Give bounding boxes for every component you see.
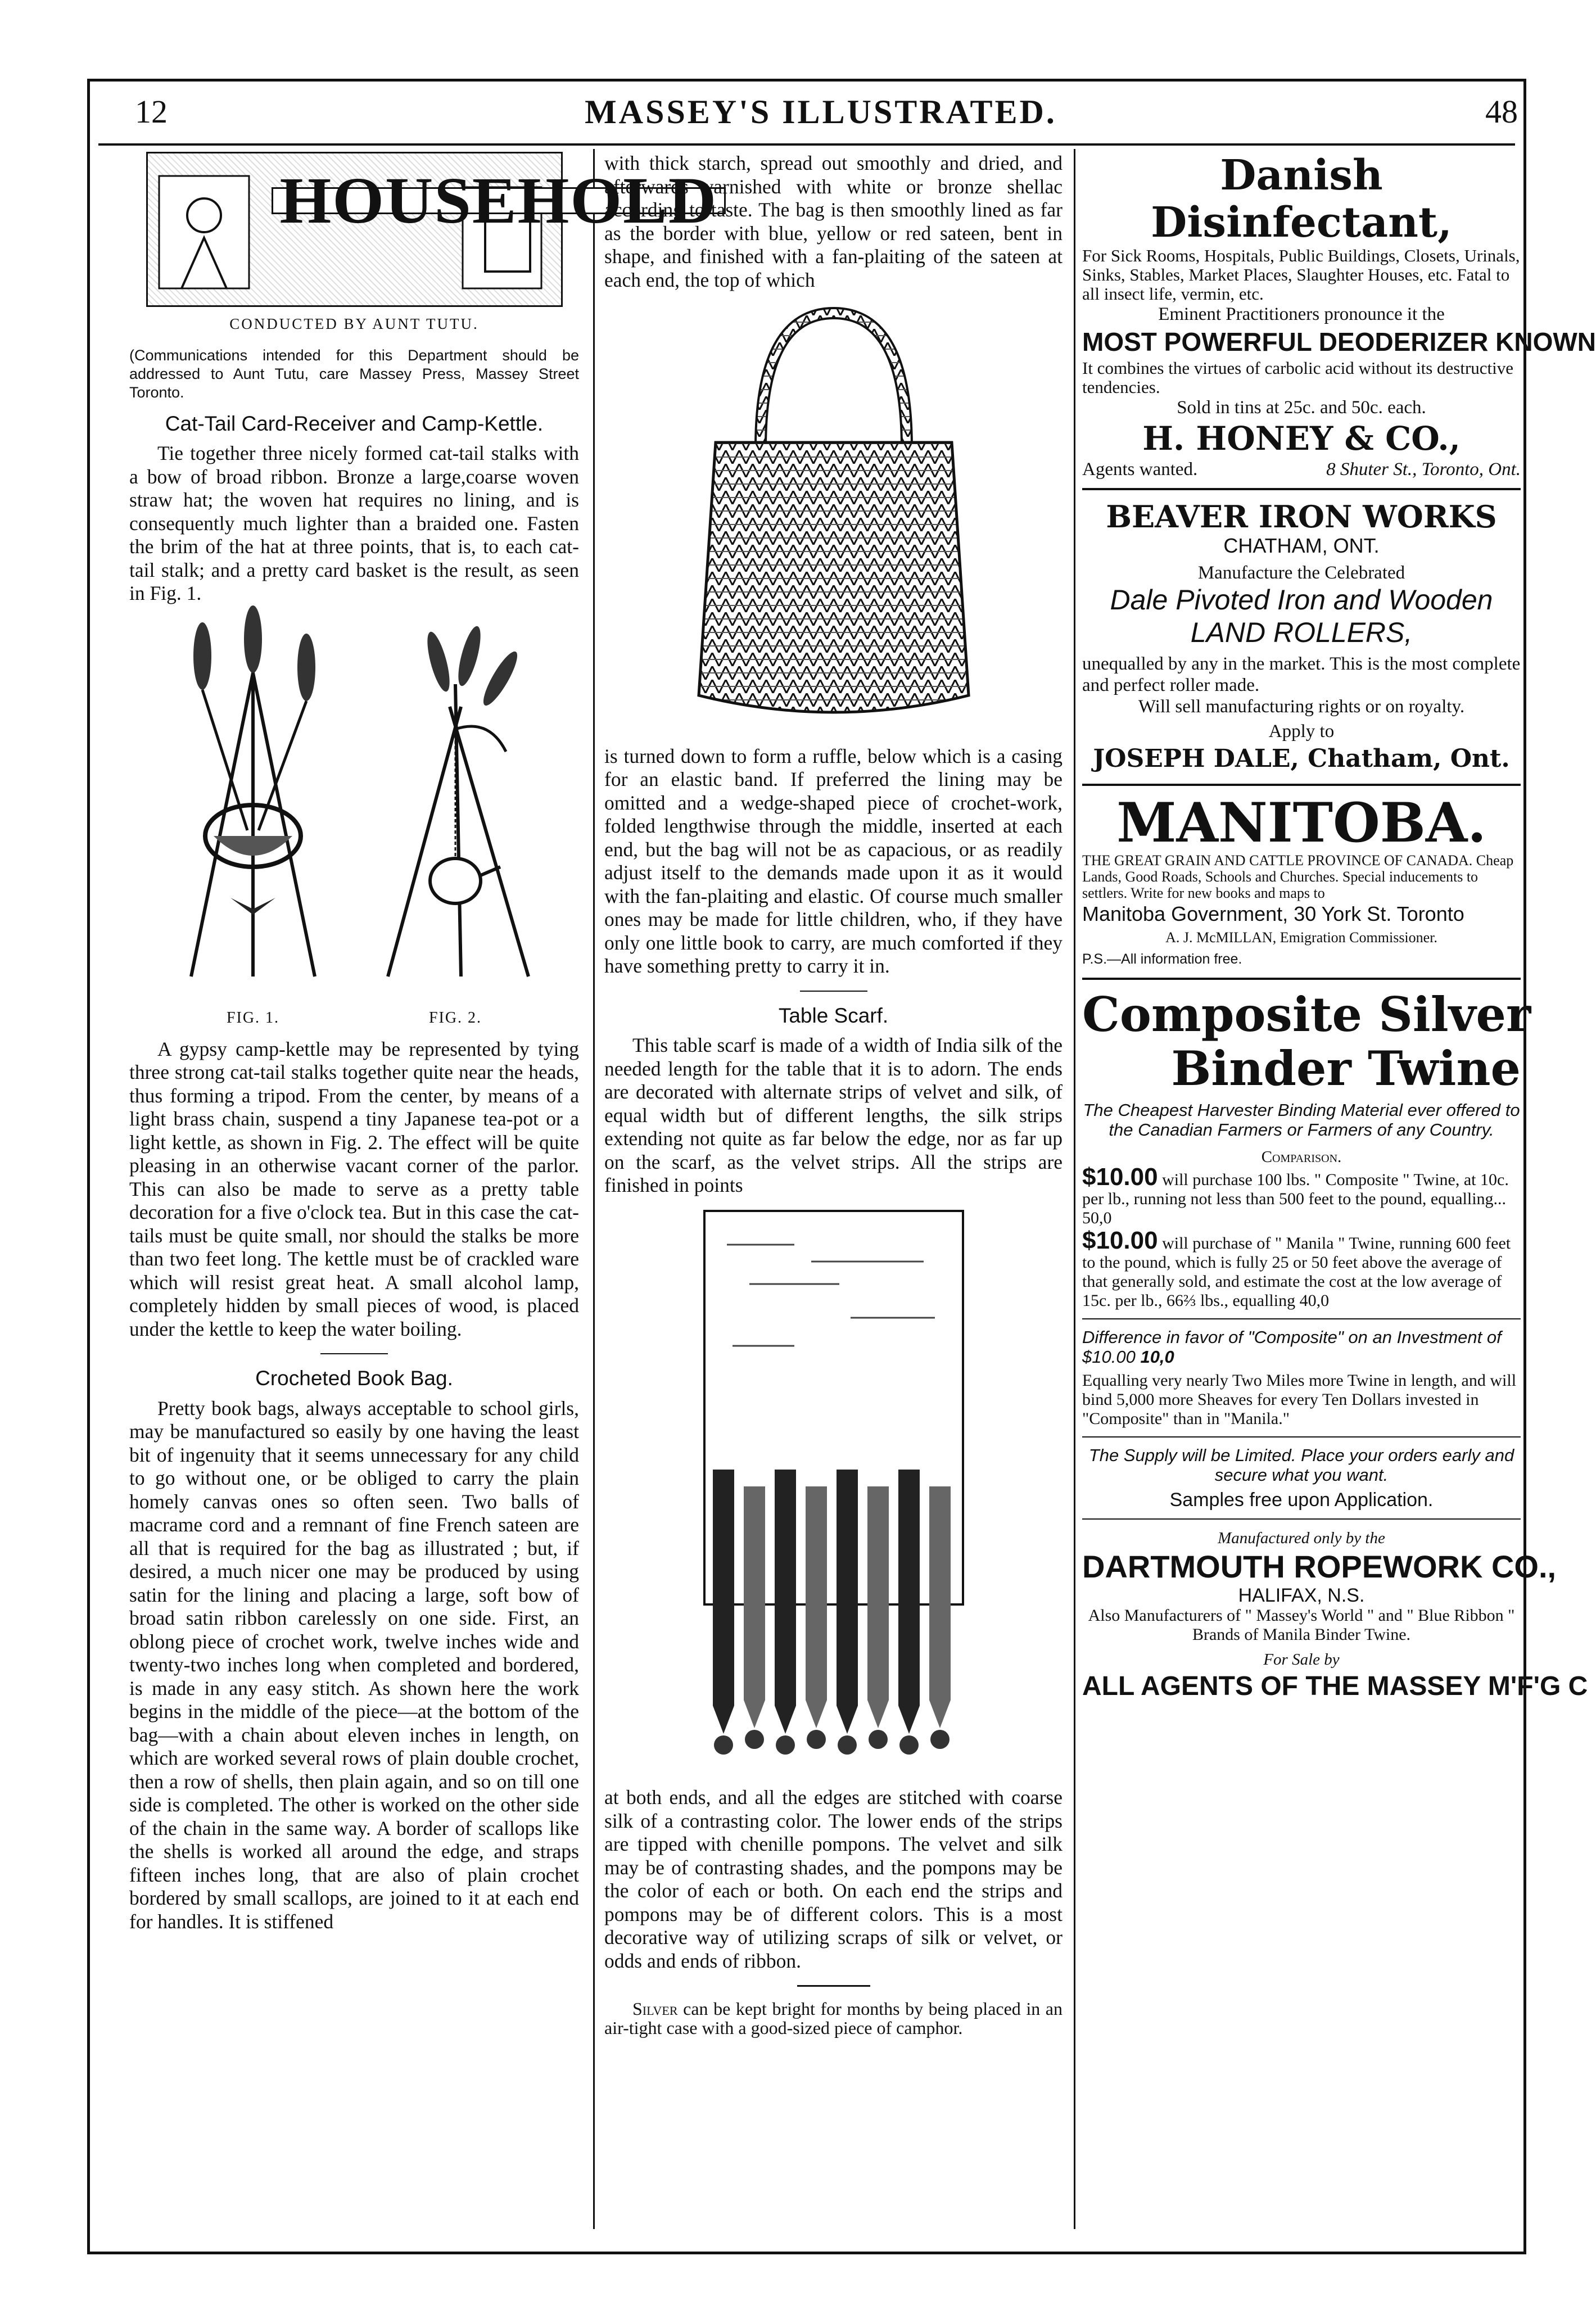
danish-combines: It combines the virtues of carbolic acid without its destructive tendencies.: [1082, 358, 1514, 397]
price-1: $10.00: [1082, 1163, 1158, 1191]
camp-kettle-tripod-icon: [371, 617, 540, 999]
danish-title: Danish Disinfectant,: [1151, 151, 1452, 247]
beaver-title: BEAVER IRON WORKS: [1106, 499, 1497, 535]
section-rule: [800, 991, 867, 992]
comparison-heading: Comparison.: [1261, 1148, 1342, 1166]
household-banner: [146, 152, 718, 307]
cattail-paragraph-2: A gypsy camp-kettle may be represented by tying three strong cat-tail stalks together quite near the heads, thus forming a tripod. From the center, by means of a light brass chain, suspend a tiny Japanese tea-pot or a light kettle, as shown in Fig. 2. The effect will be quite pleasing in an otherwise vacant corner of the parlor. This can also be made to serve as a pretty table decoration for a five o'clock tea. But in this case the cat-tails must be quite small, nor should the stalks be more than two feet long. The kettle must be of crackled ware which will resist great heat. A small alcohol lamp, completely hidden by small pieces of wood, is placed under the kettle to keep the water boiling.: [129, 1037, 579, 1340]
honey-line: [1082, 459, 1521, 480]
left-column: [129, 152, 718, 1933]
composite-tagline: The Cheapest Harvester Binding Material ever offered to the Canadian Farmers or Farmers of any Country.: [1083, 1100, 1520, 1140]
book-bag-paragraph-1: Pretty book bags, always acceptable to school girls, may be manufactured so easily by one having the least bit of ingenuity that it seems unnecessary for any child to go without one, or be obliged to carry the plain homely canvas ones so often seen. Two balls of macrame cord and a remnant of fine French sateen are all that is required for the bag as illustrated ; but, if desired, a much nicer one may be produced by using satin for the lining and placing a large, soft bow of broad satin ribbon carelessly on one side. First, an oblong piece of crochet work, twelve inches wide and twenty-two inches long when completed and bordered, is made in any easy stitch. As shown here the work begins in the middle of the piece—at the bottom of the bag—with a chain about eleven inches in length, on which are worked several rows of plain double crochet, then a row of shells, then plain again, and so on till one side is completed. The other is worked on the other side of the chain in the same way. A border of scallops like the shells is worked all around the edge, and straps fifteen inches long, that are also of plain crochet bordered by small scallops, are joined to it at each end for handles. It is stiffened: [129, 1396, 579, 1933]
price-2: $10.00: [1082, 1227, 1158, 1254]
manitoba-agent: A. J. McMILLAN, Emigration Commissioner.: [1165, 929, 1437, 946]
price-2-text: will purchase of " Manila " Twine, running 600 feet to the pound, which is fully 25 or 50 feet above the average of that generally sold, and estimate the cost at the low average of 15c. per lb., 66⅔ lbs., equalling: [1082, 1234, 1511, 1310]
massey-agents: ALL AGENTS OF THE MASSEY M'F'G C: [1082, 1671, 1588, 1701]
masthead: MASSEY'S ILLUSTRATED.: [585, 93, 1057, 130]
silver-text: can be kept bright for months by being placed in an air-tight case with a good-sized piece of camphor.: [604, 1999, 1063, 2038]
manitoba-government: Manitoba Government, 30 York St. Toronto: [1082, 902, 1464, 925]
beaver-joseph-dale: JOSEPH DALE, Chatham, Ont.: [1093, 744, 1510, 773]
cattail-figures: [129, 617, 579, 1030]
price-1-value: 50,0: [1082, 1209, 1112, 1227]
conducted-by: CONDUCTED BY AUNT TUTU.: [229, 315, 479, 332]
equalling-text: Equalling very nearly Two Miles more Twine in length, and will bind 5,000 more Sheaves for every Ten Dollars invested in "Composite" than in "Manila.": [1082, 1371, 1517, 1428]
figure-2: [371, 617, 540, 1030]
beaver-city: CHATHAM, ONT.: [1223, 534, 1380, 557]
book-bag-heading: Crocheted Book Bag.: [255, 1367, 453, 1390]
table-scarf-heading: Table Scarf.: [778, 1003, 889, 1027]
beaver-apply: Apply to: [1268, 721, 1335, 742]
silver-lead: Silver: [632, 1999, 678, 2019]
also-manufacturers: Also Manufacturers of " Massey's World " and " Blue Ribbon " Brands of Manila Binder Twine.: [1088, 1606, 1515, 1644]
honey-agents: Agents wanted.: [1082, 459, 1198, 480]
ad-rule: [1082, 1318, 1521, 1319]
ad-rule: [1082, 488, 1521, 490]
figure-2-caption: FIG. 2.: [428, 1009, 482, 1027]
book-bag-figure: [604, 302, 1063, 735]
beaver-manufacture: Manufacture the Celebrated: [1197, 563, 1405, 583]
danish-most-powerful: MOST POWERFUL DEODERIZER KNOWN: [1082, 327, 1596, 356]
composite-title-2: Binder Twine: [1171, 1041, 1521, 1096]
difference-value: 10,0: [1140, 1347, 1174, 1367]
difference-text: Difference in favor of "Composite" on an Investment of $10.00: [1082, 1327, 1502, 1367]
cattail-paragraph-1: Tie together three nicely formed cat-tail stalks with a bow of broad ribbon. Bronze a large,coarse woven straw hat; the woven hat requires no lining, and is consequently much lighter than a braided one. Fasten the brim of the hat at three points, that is, to each cat-tail stalk; and a pretty card basket is the result, as seen in Fig. 1.: [129, 442, 579, 604]
right-column: [1082, 151, 1596, 1703]
danish-sold: Sold in tins at 25c. and 50c. each.: [1177, 397, 1426, 418]
ad-rule: [1082, 1436, 1521, 1437]
table-scarf-paragraph-2: at both ends, and all the edges are stitched with coarse silk of a contrasting color. The lower ends of the strips are tipped with chenille pompons. The velvet and silk may be of contrasting shades, and the pompons may be the color of each or both. On each end the strips and pompons may be of different colors. This is a most decorative way of utilizing scraps of silk or velvet, or odds and ends of ribbon.: [604, 1786, 1063, 1972]
ad-rule: [1082, 1518, 1521, 1520]
price-2-value: 40,0: [1299, 1291, 1330, 1310]
book-bag-paragraph-3: is turned down to form a ruffle, below which is a casing for an elastic band. If preferred the lining may be omitted and a wedge-shaped piece of crochet-work, folded lengthwise through the middle, inserted at each end, but the bag will not be as capacious, or as readily adjust itself to the demands made upon it as it would with the fan-plaiting and elastic. Of course much smaller ones may be made for little children, who, if they have only one little book to carry, are much comforted if they have something pretty to carry it in.: [604, 744, 1063, 977]
ad-rule: [1082, 978, 1521, 980]
honey-name: H. HONEY & CO.,: [1142, 419, 1461, 458]
cattail-heading: Cat-Tail Card-Receiver and Camp-Kettle.: [165, 412, 544, 435]
difference-line: [1082, 1327, 1521, 1367]
manitoba-text: THE GREAT GRAIN AND CATTLE PROVINCE OF CANADA. Cheap Lands, Good Roads, Schools and Churches. Special inducements to settlers. Write for new books and maps to: [1082, 852, 1514, 901]
header-rule: [98, 143, 1515, 146]
supply-text: The Supply will be Limited. Place your orders early and secure what you want.: [1088, 1445, 1514, 1485]
danish-text: For Sick Rooms, Hospitals, Public Buildings, Closets, Urinals, Sinks, Stables, Market Places, Slaughter Houses, etc. Fatal to all insect life, vermin, etc.: [1082, 246, 1520, 304]
department-note: (Communications intended for this Department should be addressed to Aunt Tutu, care Massey Press, Massey Street Toronto.: [129, 346, 579, 401]
price-1-text: will purchase 100 lbs. " Composite " Twine, at 10c. per lb., running not less than 500 feet to the pound, equalling...: [1082, 1170, 1509, 1208]
beaver-product-2: LAND ROLLERS,: [1190, 617, 1413, 648]
figure-1-caption: FIG. 1.: [226, 1009, 280, 1027]
cattail-card-receiver-icon: [169, 617, 337, 999]
halifax: HALIFAX, N.S.: [1238, 1585, 1365, 1606]
ad-rule: [1082, 784, 1521, 786]
honey-address: 8 Shuter St., Toronto, Ont.: [1326, 459, 1521, 480]
for-sale-by: For Sale by: [1263, 1651, 1340, 1669]
table-scarf-paragraph-1: This table scarf is made of a width of India silk of the needed length for the table that it is to adorn. The ends are decorated with alternate strips of velvet and silk, of equal width but of different lengths, the silk strips extending not quite as far below the edge, nor as far up on the scarf, as the velvet strips. All the strips are finished in points: [604, 1034, 1063, 1196]
price-row-2: [1082, 1227, 1521, 1310]
middle-column: [604, 152, 1063, 2037]
manufactured-by: Manufactured only by the: [1218, 1529, 1385, 1547]
issue-number: 48: [1485, 93, 1518, 130]
figure-1: [169, 617, 337, 1030]
page-number: 12: [135, 93, 168, 130]
composite-title-1: Composite Silver: [1082, 987, 1531, 1042]
column-rule-1: [593, 149, 595, 2229]
section-rule: [320, 1353, 388, 1354]
beaver-text: unequalled by any in the market. This is the most complete and perfect roller made.: [1082, 654, 1521, 695]
table-scarf-figure: [604, 1205, 1063, 1779]
beaver-rights: Will sell manufacturing rights or on royalty.: [1138, 697, 1465, 717]
book-bag-paragraph-2: with thick starch, spread out smoothly and dried, and afterwards varnished with white or bronze shellac according to taste. The bag is then smoothly lined as far as the border with blue, yellow or red sateen, bent in shape, and finished with a fan-plaiting of the sateen at each end, the top of which: [604, 152, 1063, 291]
column-rule-2: [1074, 149, 1075, 2229]
household-title: HOUSEHOLD: [272, 187, 726, 214]
dartmouth-name: DARTMOUTH ROPEWORK CO.,: [1082, 1549, 1557, 1584]
danish-eminent: Eminent Practitioners pronounce it the: [1158, 304, 1445, 324]
section-rule: [797, 1985, 870, 1987]
manitoba-title: MANITOBA.: [1116, 791, 1486, 855]
samples-text: Samples free upon Application.: [1169, 1489, 1434, 1511]
silver-note: [604, 1999, 1063, 2037]
beaver-product-1: Dale Pivoted Iron and Wooden: [1110, 584, 1493, 616]
table-scarf-icon: [682, 1205, 985, 1773]
price-row-1: [1082, 1163, 1521, 1228]
manitoba-ps: P.S.—All information free.: [1082, 951, 1242, 967]
crocheted-book-bag-icon: [665, 302, 1002, 729]
